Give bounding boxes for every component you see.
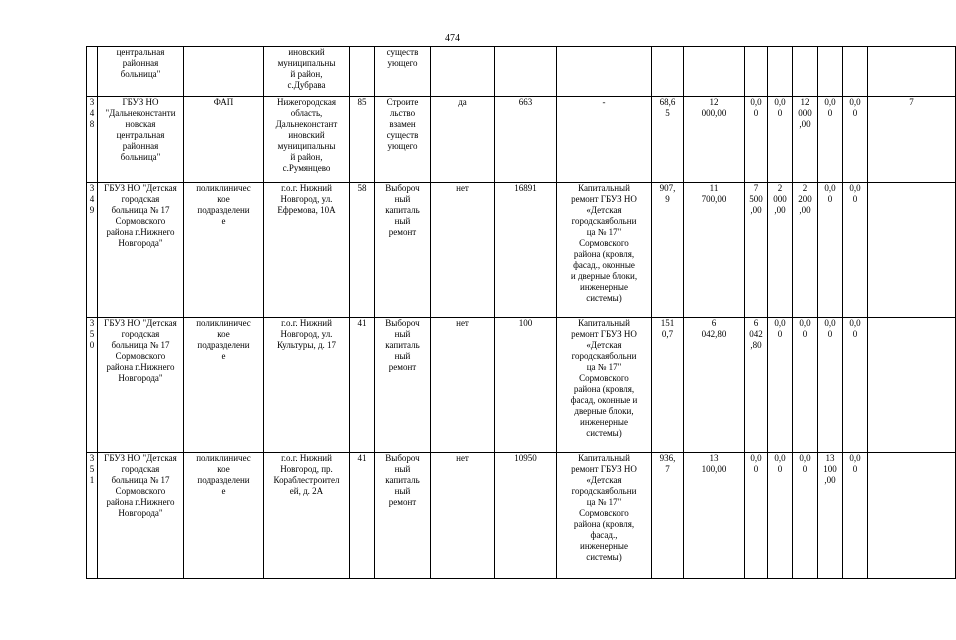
value-cell: 85 [350,97,375,183]
value-cell: 41 [350,453,375,579]
value-cell: 0,0 0 [818,97,843,183]
value-cell: 41 [350,318,375,453]
value-cell [843,47,868,97]
value-cell: 2 200 ,00 [793,183,818,318]
facility-type-cell: поликлиничес кое подразделени е [184,183,264,318]
row-number-cell: 3 5 0 [87,318,98,453]
number-cell: 10950 [495,453,557,579]
value-cell: 0,0 0 [793,318,818,453]
facility-type-cell [184,47,264,97]
row-number-cell: 3 5 1 [87,453,98,579]
address-cell: г.о.г. Нижний Новгород, ул. Культуры, д. 17 [264,318,350,453]
organization-cell: ГБУЗ НО "Дальнеконстанти новская центральная районная больница" [98,97,184,183]
flag-cell [431,47,495,97]
value-cell: 151 0,7 [652,318,684,453]
value-cell: 0,0 0 [843,453,868,579]
description-cell: - [557,97,652,183]
value-cell: 0,0 0 [843,97,868,183]
row-number-cell: 3 4 9 [87,183,98,318]
value-cell: 58 [350,183,375,318]
page-number: 474 [445,33,460,44]
value-cell [868,47,956,97]
row-number-cell [87,47,98,97]
value-cell: 12 000 ,00 [793,97,818,183]
flag-cell: да [431,97,495,183]
organization-cell: ГБУЗ НО "Детская городская больница № 17 Сормовского района г.Нижнего Новгорода" [98,453,184,579]
address-cell: Нижегородская область, Дальнеконстант иновский муниципальны й район, с.Румянцево [264,97,350,183]
value-cell: 2 000 ,00 [768,183,793,318]
description-cell: Капитальный ремонт ГБУЗ НО «Детская городскаябольни ца № 17" Сормовского района (кровля, фасад., оконные и дверные блоки, инженерные системы) [557,183,652,318]
number-cell: 100 [495,318,557,453]
value-cell [793,47,818,97]
value-cell: 12 000,00 [684,97,745,183]
value-cell: 907, 9 [652,183,684,318]
organization-cell: центральная районная больница" [98,47,184,97]
table-row [87,183,956,318]
value-cell: 6 042,80 [684,318,745,453]
value-cell [745,47,768,97]
value-cell: 0,0 0 [818,318,843,453]
work-type-cell: Строите льство взамен существ ующего [375,97,431,183]
value-cell: 13 100 ,00 [818,453,843,579]
value-cell: 7 [868,97,956,183]
flag-cell: нет [431,183,495,318]
flag-cell: нет [431,453,495,579]
work-type-cell: Выбороч ный капиталь ный ремонт [375,183,431,318]
value-cell: 0,0 0 [768,318,793,453]
organization-cell: ГБУЗ НО "Детская городская больница № 17 Сормовского района г.Нижнего Новгорода" [98,318,184,453]
table-row [87,47,956,97]
value-cell: 7 500 ,00 [745,183,768,318]
value-cell: 0,0 0 [818,183,843,318]
value-cell: 0,0 0 [843,183,868,318]
value-cell: 13 100,00 [684,453,745,579]
number-cell: 16891 [495,183,557,318]
description-cell: Капитальный ремонт ГБУЗ НО «Детская городскаябольни ца № 17" Сормовского района (кровля, фасад, оконные и дверные блоки, инженерные системы) [557,318,652,453]
address-cell: г.о.г. Нижний Новгород, ул. Ефремова, 10А [264,183,350,318]
flag-cell: нет [431,318,495,453]
work-type-cell: Выбороч ный капиталь ный ремонт [375,318,431,453]
value-cell [684,47,745,97]
facility-type-cell: поликлиничес кое подразделени е [184,453,264,579]
value-cell [868,453,956,579]
work-type-cell: Выбороч ный капиталь ный ремонт [375,453,431,579]
value-cell: 68,6 5 [652,97,684,183]
description-cell [557,47,652,97]
work-type-cell: существ ующего [375,47,431,97]
value-cell: 11 700,00 [684,183,745,318]
value-cell: 0,0 0 [768,97,793,183]
value-cell: 0,0 0 [745,453,768,579]
number-cell [495,47,557,97]
organization-cell: ГБУЗ НО "Детская городская больница № 17 Сормовского района г.Нижнего Новгорода" [98,183,184,318]
row-number-cell: 3 4 8 [87,97,98,183]
address-cell: г.о.г. Нижний Новгород, пр. Кораблестроител ей, д. 2А [264,453,350,579]
table-row [87,453,956,579]
table-row [87,318,956,453]
value-cell: 0,0 0 [843,318,868,453]
value-cell [350,47,375,97]
value-cell [768,47,793,97]
table-row [87,97,956,183]
value-cell [868,183,956,318]
description-cell: Капитальный ремонт ГБУЗ НО «Детская городскаябольни ца № 17" Сормовского района (кровля, фасад., инженерные системы) [557,453,652,579]
value-cell: 0,0 0 [793,453,818,579]
value-cell [652,47,684,97]
value-cell: 0,0 0 [745,97,768,183]
document-table [86,46,956,579]
value-cell: 936, 7 [652,453,684,579]
facility-type-cell: ФАП [184,97,264,183]
facility-type-cell: поликлиничес кое подразделени е [184,318,264,453]
value-cell [868,318,956,453]
value-cell: 0,0 0 [768,453,793,579]
address-cell: иновский муниципальны й район, с.Дубрава [264,47,350,97]
number-cell: 663 [495,97,557,183]
value-cell: 6 042 ,80 [745,318,768,453]
value-cell [818,47,843,97]
